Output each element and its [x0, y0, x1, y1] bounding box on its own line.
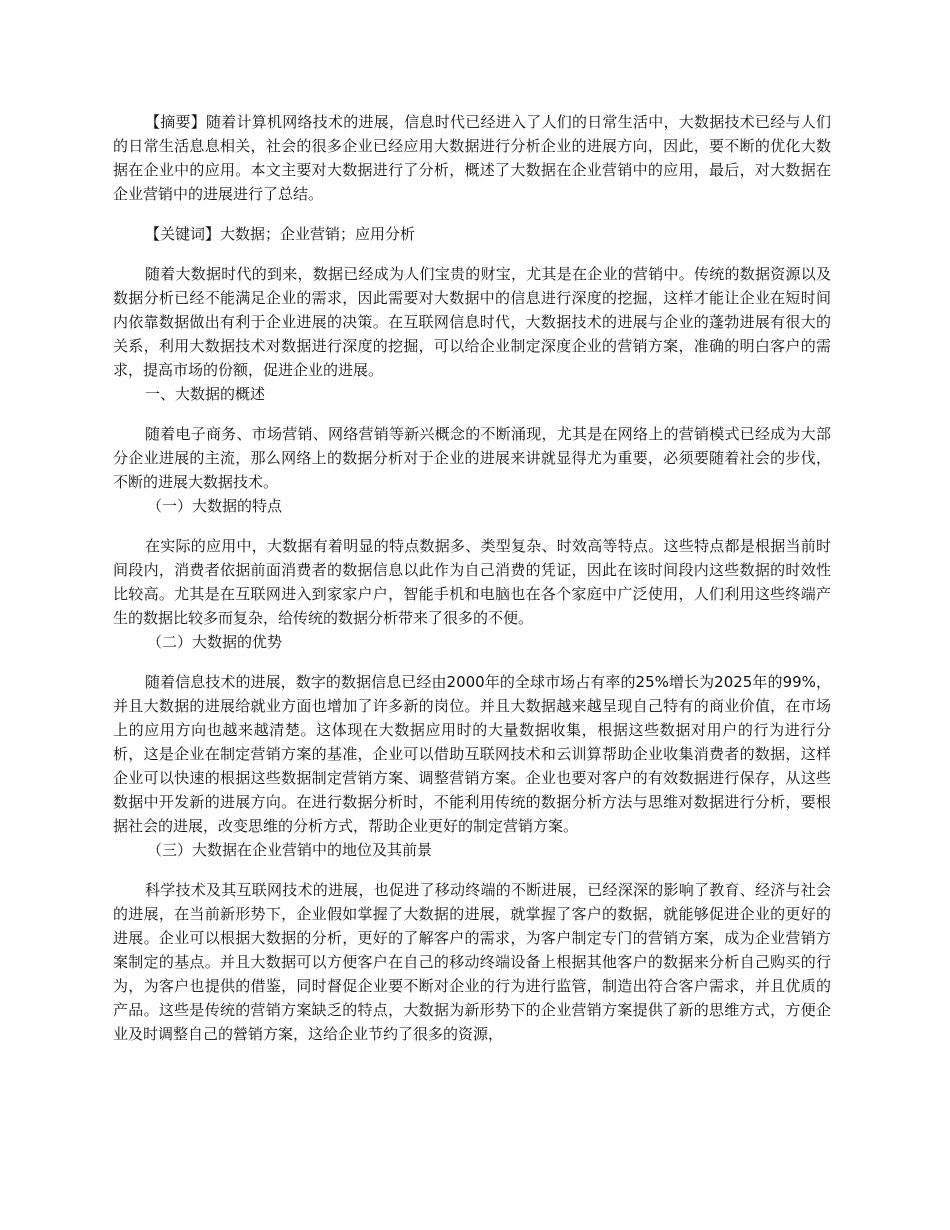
- keywords-paragraph: 【关键词】大数据；企业营销；应用分析: [145, 225, 416, 243]
- subsection-2-paragraph: 随着信息技术的进展，数字的数据信息已经由2000年的全球市场占有率的25%增长为2025年的99%，并且大数据的进展给就业方面也增加了许多新的岗位。并且大数据越来越呈现自己特有的商业价值，在市场上的应用方向也越来越清楚。这体现在大数据应用时的大量数据收集，根据这些数据对用户的行为进行分析，这是企业在制定营销方案的基准，企业可以借助互联网技术和云训算帮助企业收集消费者的数据，这样企业可以快速的根据这些数据制定营销方案、调整营销方案。企业也要对客户的有效数据进行保存，从这些数据中开发新的进展方向。在进行数据分析时，不能利用传统的数据分析方法与思维对数据进行分析，要根据社会的进展，改变思维的分析方式，帮助企业更好的制定营销方案。: [113, 673, 831, 835]
- section-heading-1: 一、大数据的概述: [145, 385, 266, 403]
- intro-paragraph: 随着大数据时代的到来，数据已经成为人们宝贵的财宝，尤其是在企业的营销中。传统的数据资源以及数据分析已经不能满足企业的需求，因此需要对大数据中的信息进行深度的挖掘，这样才能让企业在短时间内依靠数据做出有利于企业进展的决策。在互联网信息时代，大数据技术的进展与企业的蓬勃进展有很大的关系，利用大数据技术对数据进行深度的挖掘，可以给企业制定深度企业的营销方案，准确的明白客户的需求，提高市场的份额，促进企业的进展。: [113, 265, 831, 379]
- subsection-heading-2: （二）大数据的优势: [147, 633, 283, 651]
- subsection-3-paragraph: 科学技术及其互联网技术的进展，也促进了移动终端的不断进展，已经深深的影响了教育、经济与社会的进展，在当前新形势下，企业假如掌握了大数据的进展，就掌握了客户的数据，就能够促进企业的更好的进展。企业可以根据大数据的分析，更好的了解客户的需求，为客户制定专门的营销方案，成为企业营销方案制定的基点。并且大数据可以方便客户在自己的移动终端设备上根据其他客户的数据来分析自己购买的行为，为客户也提供的借鉴，同时督促企业要不断对企业的行为进行监管，制造出符合客户需求，并且优质的产品。这些是传统的营销方案缺乏的特点，大数据为新形势下的企业营销方案提供了新的思维方式，方便企业及时调整自己的營销方案，这给企业节约了很多的资源，: [113, 881, 831, 1043]
- subsection-1-paragraph: 在实际的应用中，大数据有着明显的特点数据多、类型复杂、时效高等特点。这些特点都是根据当前时间段内，消费者依据前面消费者的数据信息以此作为自己消费的凭证，因此在该时间段内这些数据的时效性比较高。尤其是在互联网进入到家家户户，智能手机和电脑也在各个家庭中广泛使用，人们利用这些终端产生的数据比较多而复杂，给传统的数据分析带来了很多的不便。: [113, 537, 831, 627]
- abstract-paragraph: 【摘要】随着计算机网络技术的进展，信息时代已经进入了人们的日常生活中，大数据技术已经与人们的日常生活息息相关，社会的很多企业已经应用大数据进行分析企业的进展方向，因此，要不断的优化大数据在企业中的应用。本文主要对大数据进行了分析，概述了大数据在企业营销中的应用，最后，对大数据在企业营销中的进展进行了总结。: [113, 113, 831, 203]
- document-page: [113, 110, 831, 1046]
- section-1-paragraph: 随着电子商务、市场营销、网络营销等新兴概念的不断涌现，尤其是在网络上的营销模式已经成为大部分企业进展的主流，那么网络上的数据分析对于企业的进展来讲就显得尤为重要，必须要随着社会的步伐，不断的进展大数据技术。: [113, 425, 831, 491]
- subsection-heading-3: （三）大数据在企业营销中的地位及其前景: [147, 841, 433, 859]
- subsection-heading-1: （一）大数据的特点: [147, 497, 283, 515]
